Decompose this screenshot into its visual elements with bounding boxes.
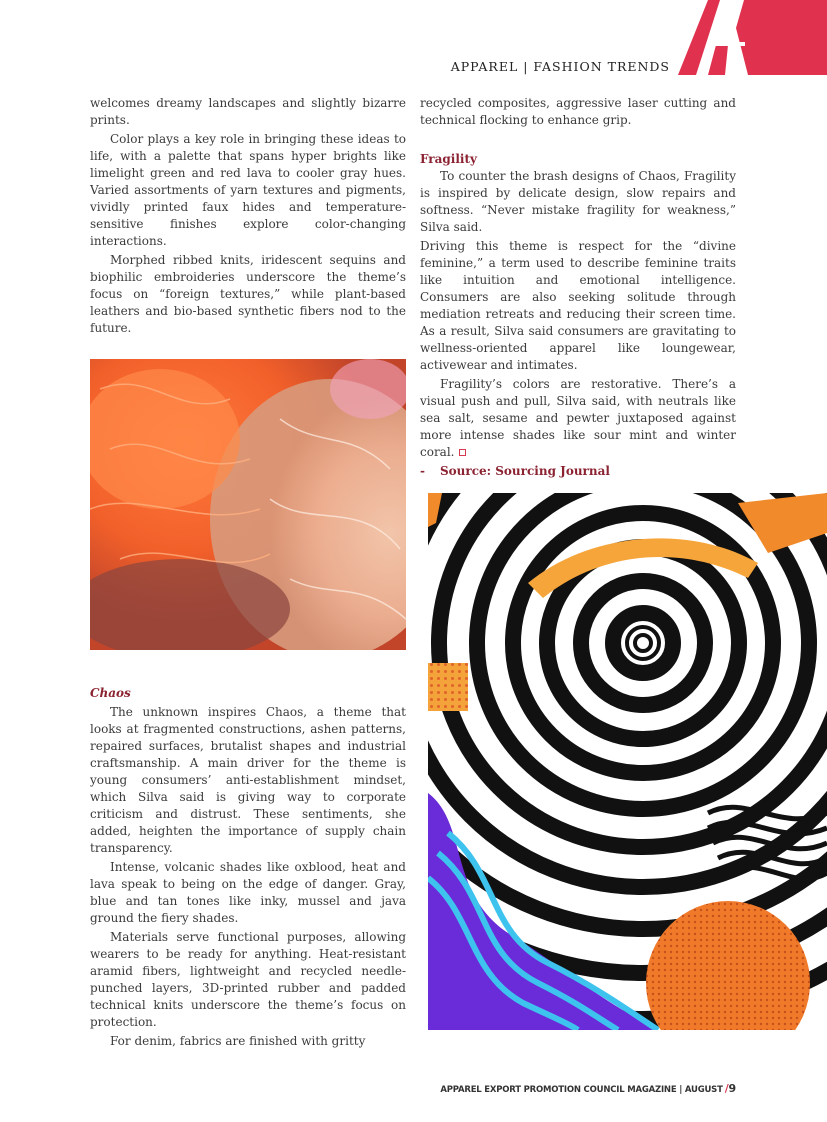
abstract-spiral-artwork <box>428 493 827 1030</box>
yarn-texture-photo <box>90 359 406 650</box>
source-dash: - <box>420 464 425 478</box>
left-column-bottom <box>90 685 406 1050</box>
paragraph: Color plays a key role in bringing these ideas to life, with a palette that spans hyper brights like limelight green and red lava to cooler gray hues. Varied assortments of yarn textures and pigments, vividly printed faux hides and temperature-sensitive finishes explore color-changing interactions. <box>90 132 406 248</box>
section-heading-chaos: Chaos <box>90 686 131 700</box>
section-heading-fragility: Fragility <box>420 152 477 166</box>
right-column <box>420 95 736 480</box>
source-text: Source: Sourcing Journal <box>440 464 610 478</box>
paragraph: recycled composites, aggressive laser cutting and technical flocking to enhance grip. <box>420 96 736 127</box>
paragraph: welcomes dreamy landscapes and slightly bizarre prints. <box>90 96 406 127</box>
source-credit <box>420 463 736 480</box>
paragraph: Materials serve functional purposes, allowing wearers to be ready for anything. Heat-resistant aramid fibers, lightweight and recycled needle-punched layers, 3D-printed rubber and padded technical knits underscore the theme’s focus on protection. <box>90 930 406 1029</box>
footer-text: APPAREL EXPORT PROMOTION COUNCIL MAGAZINE | AUGUST <box>440 1085 723 1095</box>
paragraph: Driving this theme is respect for the “divine feminine,” a term used to describe feminine traits like intuition and emotional intelligence. Consumers are also seeking solitude through mediation retreats and reducing their screen time. As a result, Silva said consumers are gravitating to wellness-oriented apparel like loungewear, activewear and intimates. <box>420 239 736 372</box>
paragraph: Morphed ribbed knits, iridescent sequins and biophilic embroideries underscore the theme’s focus on “foreign textures,” while plant-based leathers and bio-based synthetic fibers nod to the future. <box>90 253 406 335</box>
page-footer <box>420 1082 736 1095</box>
paragraph: Intense, volcanic shades like oxblood, heat and lava speak to being on the edge of danger. Gray, blue and tan tones like inky, mussel and java ground the fiery shades. <box>90 860 406 925</box>
end-mark-icon <box>459 449 466 456</box>
page-number: 9 <box>728 1082 736 1095</box>
paragraph-text: Fragility’s colors are restorative. There’s a visual push and pull, Silva said, with neutrals like sea salt, sesame and pewter juxtaposed against more intense shades like sour mint and winter coral. <box>420 377 736 459</box>
paragraph: The unknown inspires Chaos, a theme that looks at fragmented constructions, ashen patterns, repaired surfaces, brutalist shapes and industrial craftsmanship. A main driver for the theme is young consumers’ anti-establishment mindset, which Silva said is giving way to corporate criticism and distrust. These sentiments, she added, heighten the importance of supply chain transparency. <box>90 705 406 855</box>
paragraph: To counter the brash designs of Chaos, Fragility is inspired by delicate design, slow repairs and softness. “Never mistake fragility for weakness,” Silva said. <box>420 169 736 234</box>
magazine-logo <box>678 0 827 75</box>
section-header: APPAREL | FASHION TRENDS <box>450 59 670 74</box>
paragraph <box>420 376 736 461</box>
footer-slash: / <box>724 1082 729 1095</box>
left-column-top <box>90 95 406 337</box>
paragraph: For denim, fabrics are finished with gritty <box>110 1034 366 1048</box>
